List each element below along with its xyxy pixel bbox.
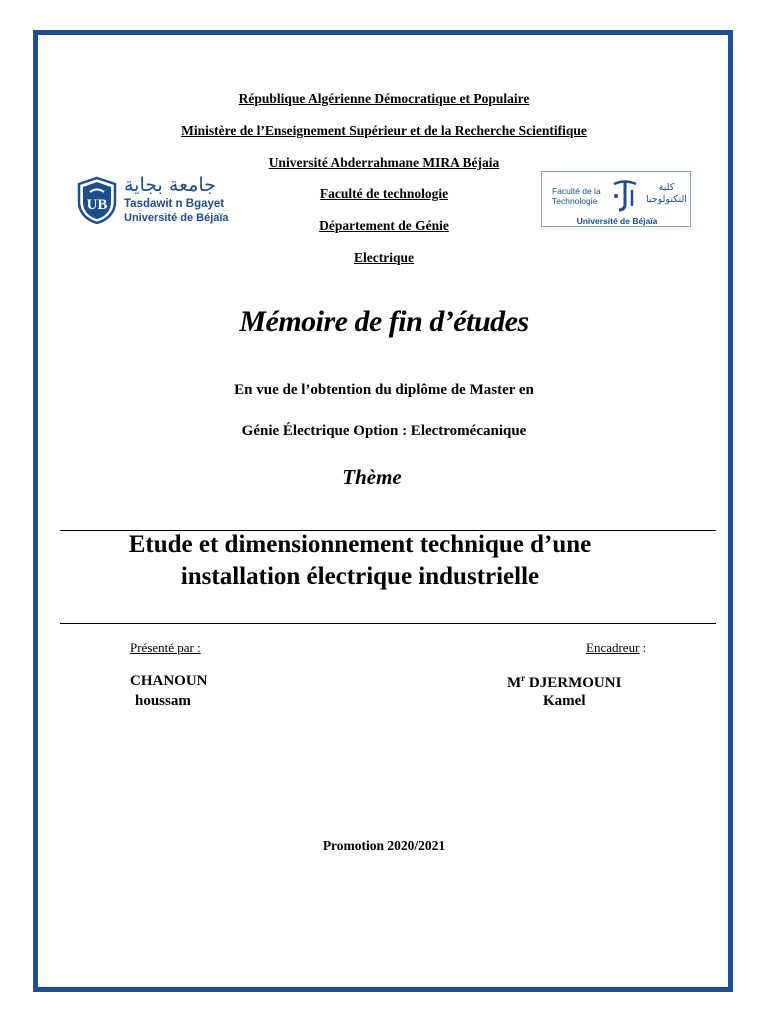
presented-by-label: Présenté par : bbox=[130, 640, 201, 655]
faculty-ar-line2: التكنولوجيا bbox=[646, 194, 687, 205]
university-name-kabyle: Tasdawit n Bgayet bbox=[124, 198, 225, 210]
supervisor-lastname: DJERMOUNI bbox=[525, 675, 622, 691]
header-faculty: Faculté de technologie bbox=[319, 186, 449, 201]
university-logo bbox=[76, 174, 236, 230]
supervisor-label-group bbox=[586, 640, 646, 656]
svg-text:UB: UB bbox=[86, 197, 108, 213]
header-university: Université Abderrahmane MIRA Béjaia bbox=[268, 155, 500, 170]
header-department: Département de Génie bbox=[319, 218, 449, 233]
presenter-lastname: CHANOUN bbox=[130, 673, 208, 689]
degree-option: Génie Électrique Option : Electromécanique bbox=[241, 423, 527, 439]
theme-heading: Thème bbox=[342, 465, 402, 489]
university-name-french: Université de Béjaïa bbox=[124, 212, 229, 224]
faculty-name-french bbox=[552, 186, 601, 206]
faculty-mark-icon bbox=[608, 178, 642, 214]
document-type-title: Mémoire de fin d’études bbox=[239, 305, 529, 338]
university-name-arabic: جامعة بجاية bbox=[124, 174, 216, 196]
thesis-title-line1: Etude et dimensionnement technique d’une bbox=[128, 531, 592, 558]
header-department-cont: Electrique bbox=[354, 250, 414, 265]
supervisor-prefix: M bbox=[507, 675, 522, 691]
supervisor-prefix-sup: r bbox=[521, 673, 526, 683]
supervisor-label: Encadreur bbox=[586, 640, 640, 655]
header-ministry: Ministère de l’Enseignement Supérieur et de la Recherche Scientifique bbox=[181, 123, 587, 138]
supervisor-firstname: Kamel bbox=[543, 693, 586, 709]
faculty-name-line2: Technologie bbox=[552, 196, 598, 206]
faculty-university-name: Université de Béjaïa bbox=[576, 216, 658, 226]
header-republic: République Algérienne Démocratique et Populaire bbox=[238, 91, 530, 106]
faculty-ar-line1: كلية bbox=[658, 182, 675, 193]
faculty-name-arabic bbox=[646, 182, 687, 206]
supervisor-label-colon: : bbox=[639, 640, 647, 655]
thesis-title-line2: installation électrique industrielle bbox=[180, 563, 540, 590]
faculty-name-line1: Faculté de la bbox=[552, 186, 601, 196]
supervisor-name bbox=[507, 673, 621, 692]
faculty-logo bbox=[541, 171, 691, 227]
presenter-firstname: houssam bbox=[135, 693, 191, 709]
degree-purpose: En vue de l’obtention du diplôme de Master en bbox=[234, 382, 534, 398]
thesis-title bbox=[0, 529, 720, 593]
university-seal-icon bbox=[76, 176, 118, 224]
promotion-year: Promotion 2020/2021 bbox=[322, 838, 446, 853]
title-rule-bottom bbox=[60, 623, 716, 624]
